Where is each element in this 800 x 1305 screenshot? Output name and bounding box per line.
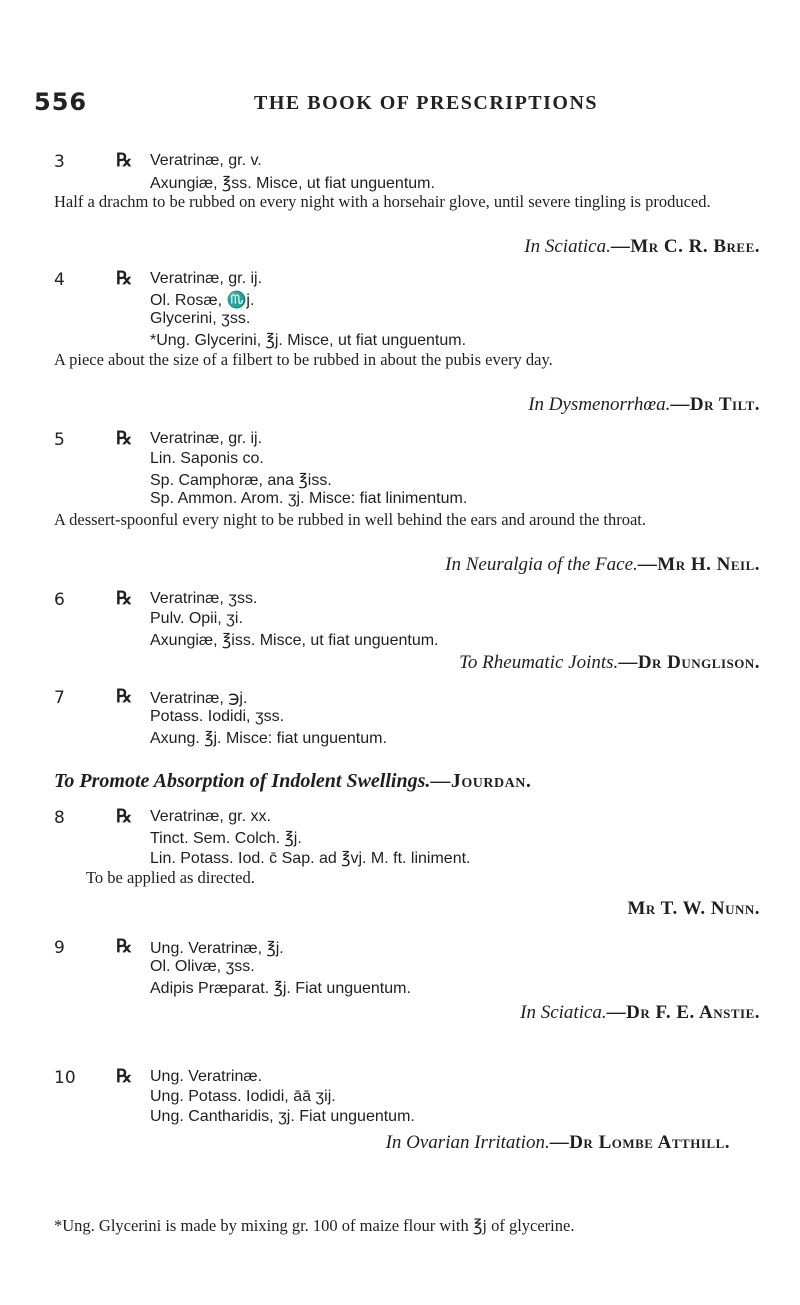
page-number: 556	[34, 88, 88, 116]
condition: In Sciatica.	[524, 236, 611, 257]
ingredient-line: Lin. Potass. Iod. c̄ Sap. ad ℥vj. M. ft. liniment.	[150, 850, 471, 867]
footnote: *Ung. Glycerini is made by mixing gr. 100 of maize flour with ℥j of glycerine.	[54, 1216, 575, 1235]
ingredient-line: Ung. Cantharidis, ʒj. Fiat unguentum.	[150, 1108, 415, 1125]
attribution	[528, 394, 760, 416]
section-heading-author: —Jourdan.	[430, 770, 532, 792]
ingredient-line: Adipis Præparat. ℥j. Fiat unguentum.	[150, 980, 411, 997]
ingredient-line: Sp. Camphoræ, ana ℥iss.	[150, 472, 332, 489]
condition: In Ovarian Irritation.	[385, 1132, 550, 1153]
section-heading	[54, 770, 531, 793]
attribution	[445, 554, 760, 576]
condition: To Rheumatic Joints.	[459, 652, 619, 673]
recipe-symbol: ℞	[116, 806, 133, 826]
attribution	[520, 1002, 760, 1024]
recipe-symbol: ℞	[116, 686, 133, 706]
ingredient-line: Veratrinæ, gr. xx.	[150, 808, 271, 825]
prescription-number: 8	[54, 808, 65, 828]
condition: In Neuralgia of the Face.	[445, 554, 638, 575]
prescription-number: 4	[54, 270, 65, 290]
author: —Dr Lombe Atthill.	[549, 1132, 730, 1153]
author: —Mr C. R. Bree.	[610, 236, 760, 257]
ingredient-line: Ung. Veratrinæ, ℥j.	[150, 940, 284, 957]
ingredient-line: Lin. Saponis co.	[150, 450, 264, 467]
ingredient-line: Veratrinæ, ℈j.	[150, 690, 248, 707]
prescription-number: 9	[54, 938, 65, 958]
recipe-symbol: ℞	[116, 150, 133, 170]
condition: In Sciatica.	[520, 1002, 607, 1023]
attribution	[386, 1132, 730, 1154]
condition: In Dysmenorrhœa.	[528, 394, 671, 415]
recipe-symbol: ℞	[116, 1066, 133, 1086]
recipe-symbol: ℞	[116, 588, 133, 608]
attribution	[459, 652, 760, 674]
directions: A piece about the size of a filbert to be rubbed in about the pubis every day.	[54, 350, 553, 369]
attribution	[627, 898, 760, 920]
recipe-symbol: ℞	[116, 268, 133, 288]
ingredient-line: Pulv. Opii, ʒi.	[150, 610, 243, 627]
author: —Dr Tilt.	[670, 394, 760, 415]
ingredient-line: Ung. Potass. Iodidi, āā ʒij.	[150, 1088, 336, 1105]
ingredient-line: Veratrinæ, gr. ij.	[150, 430, 263, 447]
prescription-number: 3	[54, 152, 65, 172]
ingredient-line: Veratrinæ, ʒss.	[150, 590, 258, 607]
prescription-number: 7	[54, 688, 65, 708]
section-heading-title: To Promote Absorption of Indolent Swellings.	[54, 770, 431, 792]
prescription-number: 6	[54, 590, 65, 610]
ingredient-line: Axungiæ, ℥iss. Misce, ut fiat unguentum.	[150, 632, 439, 649]
directions: Half a drachm to be rubbed on every night with a horsehair glove, until severe tingling is produced.	[54, 192, 711, 211]
recipe-symbol: ℞	[116, 428, 133, 448]
prescription-number: 5	[54, 430, 65, 450]
ingredient-line: Veratrinæ, gr. ij.	[150, 270, 263, 287]
directions: A dessert-spoonful every night to be rubbed in well behind the ears and around the throat.	[54, 510, 647, 529]
ingredient-line: Potass. Iodidi, ʒss.	[150, 708, 285, 725]
ingredient-line: Axungiæ, ℥ss. Misce, ut fiat unguentum.	[150, 175, 435, 192]
directions: To be applied as directed.	[86, 868, 255, 887]
ingredient-line: Ung. Veratrinæ.	[150, 1068, 263, 1085]
attribution	[524, 236, 760, 258]
page-header	[34, 88, 754, 122]
prescription-number: 10	[54, 1068, 76, 1088]
author: —Dr Dunglison.	[618, 652, 760, 673]
ingredient-line: *Ung. Glycerini, ℥j. Misce, ut fiat unguentum.	[150, 332, 467, 349]
ingredient-line: Veratrinæ, gr. v.	[150, 152, 262, 169]
ingredient-line: Axung. ℥j. Misce: fiat unguentum.	[150, 730, 387, 747]
author: Mr T. W. Nunn.	[627, 898, 760, 919]
author: —Mr H. Neil.	[637, 554, 760, 575]
author: —Dr F. E. Anstie.	[606, 1002, 760, 1023]
running-title: THE BOOK OF PRESCRIPTIONS	[254, 92, 599, 114]
ingredient-line: Glycerini, ʒss.	[150, 310, 251, 327]
ingredient-line: Ol. Rosæ, ♏j.	[150, 292, 255, 309]
ingredient-line: Sp. Ammon. Arom. ʒj. Misce: fiat linimentum.	[150, 490, 468, 507]
ingredient-line: Tinct. Sem. Colch. ℥j.	[150, 830, 302, 847]
recipe-symbol: ℞	[116, 936, 133, 956]
ingredient-line: Ol. Olivæ, ʒss.	[150, 958, 255, 975]
